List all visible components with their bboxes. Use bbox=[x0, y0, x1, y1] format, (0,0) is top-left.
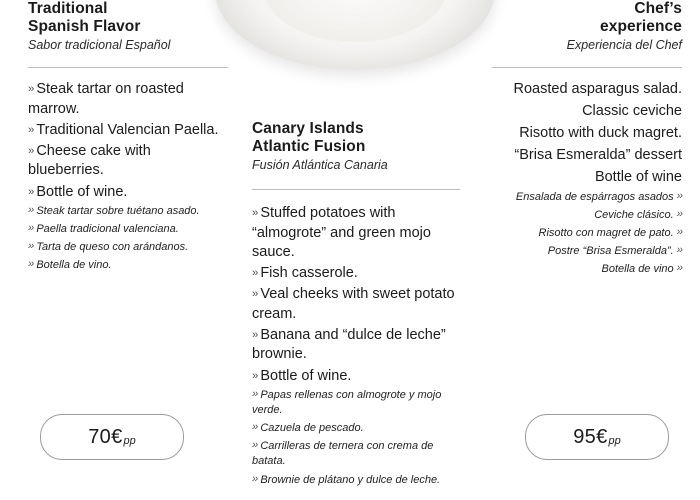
list-item bbox=[28, 142, 228, 181]
list-item bbox=[252, 439, 460, 469]
list-item bbox=[28, 80, 228, 119]
list-item bbox=[252, 388, 460, 418]
menu-column-left bbox=[28, 0, 228, 277]
list-item bbox=[492, 124, 682, 144]
leaf-icon: ›› bbox=[676, 207, 682, 220]
left-divider bbox=[28, 67, 228, 68]
leaf-icon: ›› bbox=[252, 207, 258, 220]
plate-shape bbox=[215, 0, 495, 70]
leaf-icon: ›› bbox=[28, 83, 34, 96]
item-label-es: Botella de vino bbox=[601, 263, 674, 276]
left-column-title bbox=[28, 0, 228, 36]
item-label: Steak tartar on roasted marrow. bbox=[28, 81, 184, 117]
leaf-icon: ›› bbox=[28, 222, 34, 235]
right-title-line2: experience bbox=[600, 18, 682, 36]
item-label-es: Ceviche clásico. bbox=[594, 208, 674, 221]
item-label: Roasted asparagus salad. bbox=[513, 81, 682, 98]
leaf-icon: ›› bbox=[28, 240, 34, 253]
list-item bbox=[252, 326, 460, 365]
price-unit: pp bbox=[608, 435, 621, 447]
item-label: Veal cheeks with sweet potato cream. bbox=[252, 286, 455, 322]
price-badge-left[interactable] bbox=[40, 414, 184, 460]
item-label-es: Paella tradicional valenciana. bbox=[36, 223, 179, 236]
item-label-es: Steak tartar sobre tuétano asado. bbox=[36, 204, 200, 217]
leaf-icon: ›› bbox=[28, 203, 34, 216]
leaf-icon: ›› bbox=[676, 262, 682, 275]
leaf-icon: ›› bbox=[676, 189, 682, 202]
leaf-icon: ›› bbox=[676, 225, 682, 238]
left-title-line2: Spanish Flavor bbox=[28, 18, 141, 36]
middle-column-subtitle: Fusión Atlántica Canaria bbox=[252, 158, 388, 173]
list-item bbox=[28, 240, 228, 255]
middle-items-list bbox=[252, 204, 460, 386]
item-label-es: Cazuela de pescado. bbox=[260, 422, 364, 435]
list-item bbox=[252, 285, 460, 324]
left-items-list bbox=[28, 80, 228, 202]
list-item bbox=[492, 190, 682, 205]
item-label-es: Postre “Brisa Esmeralda”. bbox=[547, 245, 674, 258]
item-label: Bottle of wine bbox=[594, 168, 682, 185]
item-label: Banana and “dulce de leche” brownie. bbox=[252, 326, 446, 363]
list-item bbox=[492, 226, 682, 241]
plate-inner-shape bbox=[263, 0, 447, 42]
list-item bbox=[492, 262, 682, 277]
list-item bbox=[492, 244, 682, 259]
item-label: Cheese cake with blueberries. bbox=[28, 143, 151, 179]
leaf-icon: ›› bbox=[252, 421, 258, 434]
item-label: Bottle of wine. bbox=[36, 183, 128, 200]
price-amount: 70€ bbox=[88, 425, 123, 448]
leaf-icon: ›› bbox=[252, 267, 258, 280]
right-items-list-spanish bbox=[492, 190, 682, 278]
item-label-es: Botella de vino. bbox=[36, 259, 112, 272]
right-title-line1: Chef’s bbox=[634, 0, 682, 17]
list-item bbox=[252, 367, 460, 386]
leaf-icon: ›› bbox=[252, 439, 258, 452]
list-item bbox=[492, 80, 682, 100]
left-column-subtitle: Sabor tradicional Español bbox=[28, 38, 171, 53]
item-label-es: Ensalada de espárragos asados bbox=[515, 190, 674, 203]
leaf-icon: ›› bbox=[252, 288, 258, 301]
list-item bbox=[252, 264, 460, 283]
list-item bbox=[28, 183, 228, 202]
middle-column-title bbox=[252, 120, 460, 156]
item-label-es: Papas rellenas con almogrote y mojo verde. bbox=[252, 388, 442, 416]
leaf-icon: ›› bbox=[252, 369, 258, 382]
middle-items-list-spanish bbox=[252, 388, 460, 488]
left-items-list-spanish bbox=[28, 204, 228, 274]
leaf-icon: ›› bbox=[252, 472, 258, 485]
leaf-icon: ›› bbox=[28, 145, 34, 158]
item-label: Stuffed potatoes with “almogrote” and green mojo sauce. bbox=[252, 205, 431, 260]
leaf-icon: ›› bbox=[252, 328, 258, 341]
list-item bbox=[28, 204, 228, 219]
left-title-line1: Traditional bbox=[28, 0, 108, 17]
item-label: “Brisa Esmeralda” dessert bbox=[514, 146, 682, 163]
leaf-icon: ›› bbox=[28, 185, 34, 198]
item-label-es: Tarta de queso con arándanos. bbox=[36, 241, 189, 254]
right-items-list bbox=[492, 80, 682, 187]
right-column-title bbox=[492, 0, 682, 36]
item-label: Fish casserole. bbox=[260, 265, 358, 282]
price-badge-right[interactable] bbox=[525, 414, 669, 460]
list-item bbox=[492, 102, 682, 122]
dish-photo bbox=[205, 0, 505, 110]
item-label: Classic ceviche bbox=[582, 103, 682, 120]
item-label: Bottle of wine. bbox=[260, 367, 352, 384]
item-label-es: Brownie de plátano y dulce de leche. bbox=[260, 473, 441, 486]
list-item bbox=[28, 121, 228, 140]
leaf-icon: ›› bbox=[252, 387, 258, 400]
item-label-es: Risotto con magret de pato. bbox=[538, 226, 674, 239]
item-label: Risotto with duck magret. bbox=[519, 124, 682, 141]
list-item bbox=[252, 204, 460, 262]
right-column-subtitle: Experiencia del Chef bbox=[566, 38, 682, 53]
menu-column-middle bbox=[252, 120, 460, 491]
price-unit: pp bbox=[123, 435, 136, 447]
list-item bbox=[492, 146, 682, 166]
middle-divider bbox=[252, 189, 460, 190]
menu-column-right bbox=[492, 0, 682, 280]
list-item bbox=[492, 208, 682, 223]
price-amount: 95€ bbox=[573, 425, 608, 448]
list-item bbox=[252, 421, 460, 436]
list-item bbox=[28, 222, 228, 237]
right-divider bbox=[492, 67, 682, 68]
list-item bbox=[252, 473, 460, 488]
leaf-icon: ›› bbox=[28, 258, 34, 271]
item-label-es: Carrilleras de ternera con crema de batata. bbox=[252, 440, 434, 468]
middle-title-line2: Atlantic Fusion bbox=[252, 138, 366, 156]
list-item bbox=[492, 168, 682, 188]
middle-title-line1: Canary Islands bbox=[252, 120, 364, 137]
item-label: Traditional Valencian Paella. bbox=[36, 121, 219, 138]
leaf-icon: ›› bbox=[676, 244, 682, 257]
leaf-icon: ›› bbox=[28, 123, 34, 136]
list-item bbox=[28, 258, 228, 273]
